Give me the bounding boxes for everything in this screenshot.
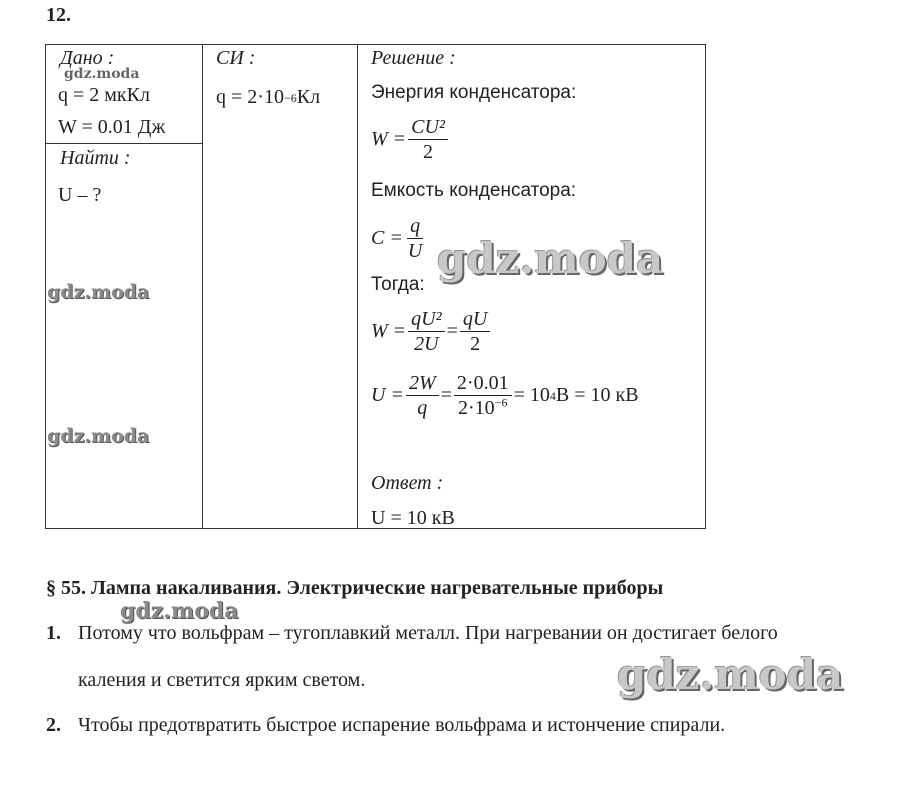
watermark-logo: gdz.moda bbox=[437, 234, 664, 283]
item-1-number: 1. bbox=[46, 622, 61, 644]
eq3-lhs: W = bbox=[371, 320, 407, 342]
eq4-equals: = bbox=[440, 384, 452, 406]
problem-number: 12. bbox=[46, 4, 71, 26]
given-charge: q = 2 мкКл bbox=[58, 84, 150, 106]
item-2-number: 2. bbox=[46, 714, 61, 736]
eq4-denominator-2 bbox=[455, 396, 510, 419]
eq2-numerator: q bbox=[407, 215, 423, 239]
eq4-den-exp: −6 bbox=[494, 395, 508, 410]
eq4-denominator-1: q bbox=[417, 397, 428, 419]
eq3-fraction-2 bbox=[460, 308, 490, 355]
item-1-line-1: Потому что вольфрам – тугоплавкий металл. При нагревании он достигает белого bbox=[78, 622, 778, 644]
eq4-result-base: = 10 bbox=[513, 384, 550, 406]
then-label: Тогда: bbox=[371, 274, 425, 295]
eq1-denominator: 2 bbox=[423, 141, 434, 163]
eq4-result-units: В = 10 кВ bbox=[555, 384, 639, 406]
eq2-denominator: U bbox=[407, 240, 423, 262]
given-energy: W = 0.01 Дж bbox=[58, 116, 166, 138]
answer-value: U = 10 кВ bbox=[371, 507, 455, 529]
eq2-lhs: C = bbox=[371, 227, 403, 249]
energy-label: Энергия конденсатора: bbox=[371, 82, 577, 103]
item-2-line-1: Чтобы предотвратить быстрое испарение вольфрама и истончение спирали. bbox=[78, 714, 726, 736]
eq3-numerator-1: qU² bbox=[408, 308, 444, 332]
find-header: Найти : bbox=[60, 147, 131, 169]
eq2-fraction bbox=[405, 215, 425, 262]
eq4-fraction-2 bbox=[454, 372, 512, 419]
eq3-fraction-1 bbox=[408, 308, 444, 355]
watermark-logo: gdz.moda bbox=[47, 425, 150, 447]
item-1-line-2: каления и светится ярким светом. bbox=[78, 669, 366, 691]
si-charge: q = 2·10 −6 Кл bbox=[216, 86, 321, 108]
table-divider-1 bbox=[202, 45, 203, 528]
given-find-divider bbox=[46, 143, 202, 144]
voltage-calculation: U = $\frac{2W}{q}$ = $\frac{2\cdot 0.01}{2\cdot 10^{-6}}$ = 10 4 В = 10 кВ bbox=[371, 372, 639, 419]
eq3-numerator-2: qU bbox=[460, 308, 490, 332]
eq3-denominator-1: 2U bbox=[414, 333, 439, 355]
si-charge-unit: Кл bbox=[296, 86, 321, 108]
eq4-fraction-1 bbox=[406, 372, 439, 419]
find-unknown: U – ? bbox=[58, 184, 102, 206]
eq1-fraction bbox=[408, 116, 448, 163]
table-divider-2 bbox=[357, 45, 358, 528]
section-title: § 55. Лампа накаливания. Электрические нагревательные приборы bbox=[46, 577, 664, 599]
si-charge-base: q = 2·10 bbox=[216, 86, 284, 108]
eq4-numerator-1: 2W bbox=[406, 372, 439, 396]
eq3-denominator-2: 2 bbox=[470, 333, 481, 355]
watermark-logo: gdz.moda bbox=[47, 281, 150, 303]
eq3-equals: = bbox=[446, 320, 458, 342]
eq1-numerator: CU² bbox=[408, 116, 448, 140]
watermark-logo: gdz.moda bbox=[64, 66, 140, 82]
capacity-label: Емкость конденсатора: bbox=[371, 180, 577, 201]
capacity-formula bbox=[371, 215, 427, 262]
eq4-lhs: U = bbox=[371, 384, 404, 406]
eq4-numerator-2: 2·0.01 bbox=[454, 372, 512, 396]
energy-formula bbox=[371, 116, 450, 163]
si-header: СИ : bbox=[216, 47, 256, 69]
given-header: Дано : bbox=[60, 47, 115, 69]
answer-header: Ответ : bbox=[371, 472, 444, 494]
eq4-den-base: 2·10 bbox=[458, 397, 495, 419]
energy-substitution bbox=[371, 308, 492, 355]
watermark-logo: gdz.moda bbox=[120, 598, 239, 624]
eq1-lhs: W = bbox=[371, 128, 407, 150]
solution-header: Решение : bbox=[371, 47, 456, 69]
watermark-logo: gdz.moda bbox=[617, 650, 844, 699]
